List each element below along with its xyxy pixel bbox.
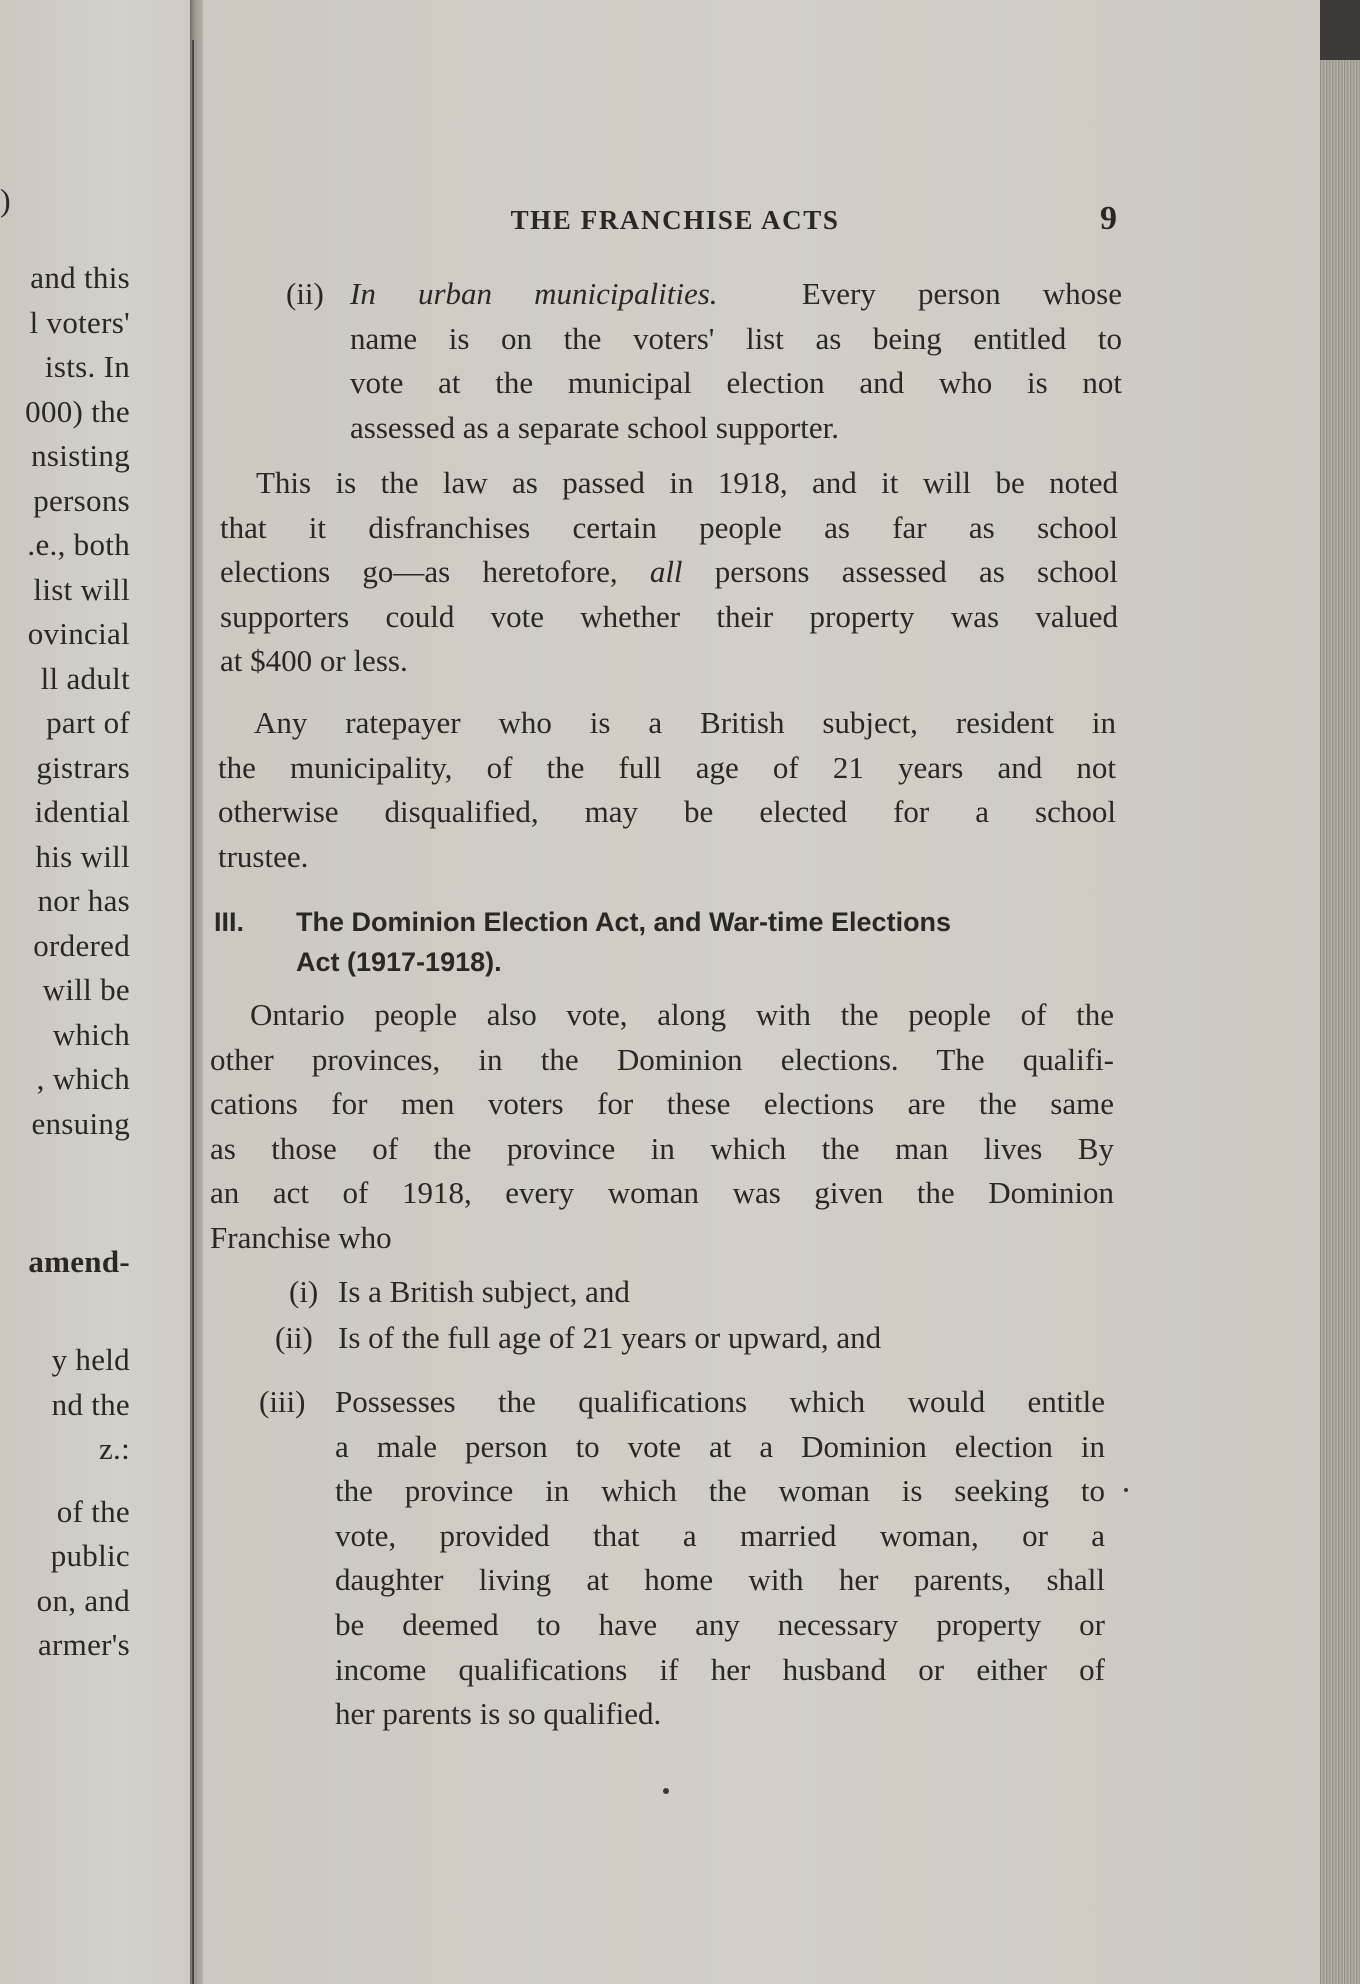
paragraph-ontario (210, 993, 1114, 1261)
fragment-line: l voters' (29, 304, 130, 340)
text-line: at $400 or less. (220, 643, 408, 679)
text-line: cations for men voters for these elections are the same (210, 1086, 1114, 1122)
text-line: Any ratepayer who is a British subject, resident in (254, 705, 1116, 740)
background-corner (1320, 0, 1360, 60)
gutter-shadow (192, 40, 194, 1984)
fragment-line: armer's (37, 1627, 130, 1662)
text-run: persons assessed as school (714, 554, 1118, 590)
fragment-line: ordered (33, 927, 130, 963)
text-line: otherwise disqualified, may be elected for a school (218, 794, 1116, 830)
text-line: Franchise who (210, 1219, 392, 1255)
fragment-line: ensuing (31, 1105, 130, 1141)
fragment-line: idential (34, 794, 130, 829)
italic-lead: In urban municipalities. (350, 276, 718, 311)
fragment-line: nd the (51, 1386, 130, 1422)
item-label: (iii) (259, 1384, 306, 1419)
urban-municipalities-item (350, 272, 1122, 450)
item-label: (ii) (275, 1320, 313, 1355)
text-run: Every person whose (801, 276, 1122, 311)
item-label: (i) (289, 1274, 319, 1309)
fragment-line: of the (56, 1493, 130, 1529)
text-line: an act of 1918, every woman was given the Dominion (210, 1175, 1114, 1211)
previous-page (0, 0, 196, 1984)
fragment-line: z.: (98, 1431, 130, 1466)
fragment-line: nsisting (31, 438, 130, 473)
text-line: vote, provided that a married woman, or a (335, 1517, 1105, 1553)
fragment-line: part of (46, 705, 130, 740)
text-line: Possesses the qualifications which would entitle (335, 1384, 1105, 1419)
section-numeral: III. (214, 907, 245, 937)
fragment-line: his will (35, 838, 130, 874)
section-heading (296, 902, 1116, 982)
text-line (350, 272, 1122, 317)
text-run: elections go—as heretofore, (220, 554, 618, 590)
text-line: name is on the voters' list as being entitled to (350, 320, 1122, 356)
fragment-line: y held (51, 1342, 130, 1377)
text-line: assessed as a separate school supporter. (350, 409, 839, 445)
page-fragment: ) (0, 182, 11, 218)
fragment-line: which (52, 1016, 130, 1052)
text-line: a male person to vote at a Dominion election in (335, 1428, 1105, 1464)
text-line: the municipality, of the full age of 21 years and not (218, 749, 1116, 785)
text-line: This is the law as passed in 1918, and it will be noted (256, 465, 1118, 500)
text-run: all (649, 554, 683, 590)
text-line: other provinces, in the Dominion elections. The qualifi- (210, 1041, 1114, 1077)
text-line: be deemed to have any necessary property or (335, 1606, 1105, 1642)
fragment-line: 000) the (25, 393, 130, 429)
left-page-bold-fragment: amend- (28, 1244, 130, 1279)
text-line: daughter living at home with her parents, shall (335, 1562, 1105, 1598)
heading-line: Act (1917-1918). (296, 947, 502, 977)
text-line: that it disfranchises certain people as far as school (220, 509, 1118, 545)
fragment-line: on, and (36, 1582, 130, 1618)
item-label: (ii) (286, 276, 324, 311)
text-line: her parents is so qualified. (335, 1696, 662, 1732)
fragment-line: public (50, 1538, 130, 1573)
text-line: Is of the full age of 21 years or upward, and (338, 1320, 882, 1355)
left-page-text (25, 256, 130, 1146)
fragment-line: will be (42, 972, 130, 1007)
text-line (220, 550, 1118, 595)
ink-speck (663, 1788, 669, 1794)
fragment-line: ll adult (40, 660, 130, 696)
page-edges (1320, 60, 1360, 1984)
text-line: income qualifications if her husband or either of (335, 1651, 1105, 1687)
list-item (338, 1316, 1118, 1361)
text-line: Is a British subject, and (338, 1274, 630, 1309)
fragment-line: nor has (37, 883, 130, 918)
fragment-line: .e., both (27, 527, 130, 562)
fragment-line: , which (36, 1061, 130, 1096)
heading-line: The Dominion Election Act, and War-time Elections (296, 907, 952, 937)
fragment-line: persons (33, 482, 130, 518)
text-line: as those of the province in which the man lives By (210, 1130, 1114, 1166)
list-item (335, 1380, 1105, 1737)
fragment-line: ists. In (44, 349, 130, 384)
fragment-line: list will (33, 571, 130, 607)
running-head: THE FRANCHISE ACTS (510, 205, 840, 235)
text-line: supporters could vote whether their property was valued (220, 598, 1118, 634)
ink-speck (1124, 1488, 1128, 1492)
text-line: trustee. (218, 838, 309, 874)
paragraph-ratepayer (218, 701, 1116, 879)
page-number: 9 (1100, 200, 1117, 237)
text-line: vote at the municipal election and who is not (350, 365, 1122, 401)
text-line: Ontario people also vote, along with the people of the (250, 997, 1114, 1032)
left-page-text-lower (37, 1338, 130, 1668)
fragment-line: ovincial (27, 616, 130, 651)
fragment-line: gistrars (36, 749, 130, 785)
list-item (338, 1270, 1118, 1315)
fragment-line: and this (30, 260, 130, 295)
text-line: the province in which the woman is seeking to (335, 1473, 1105, 1509)
paragraph-law (220, 461, 1118, 684)
